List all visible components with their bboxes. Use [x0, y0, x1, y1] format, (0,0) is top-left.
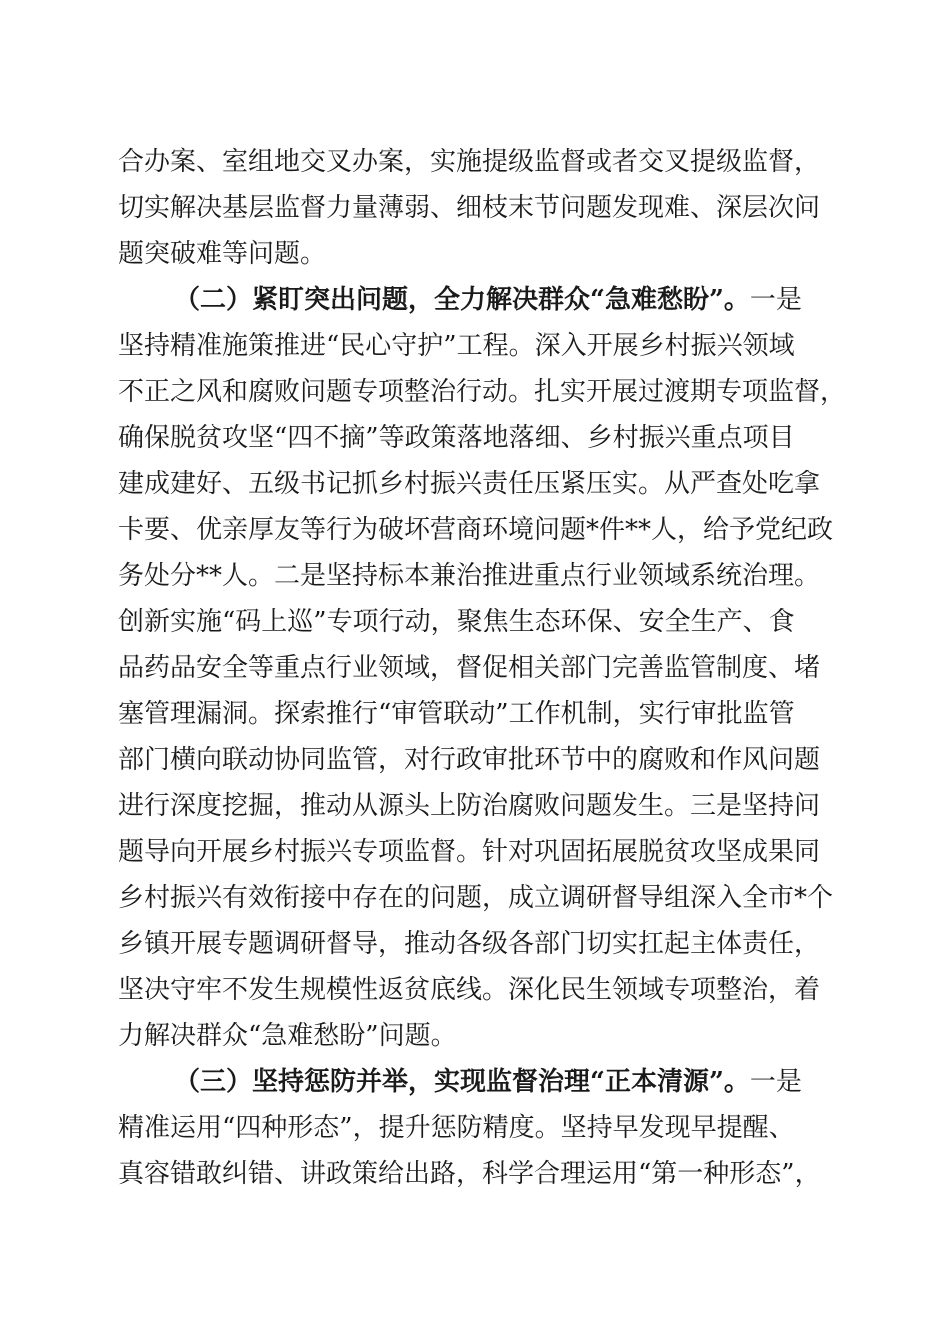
paragraph3-line: 真容错敢纠错、讲政策给出路，科学合理运用“第一种形态”，: [118, 1159, 821, 1189]
paragraph3-line: 精准运用“四种形态”，提升惩防精度。坚持早发现早提醒、: [118, 1113, 795, 1143]
paragraph2-line: 力解决群众“急难愁盼”问题。: [118, 1021, 457, 1051]
paragraph3-first-line: [174, 1069, 802, 1095]
paragraph2-first-line-rest: 一是: [749, 285, 802, 315]
paragraph2-line: 进行深度挖掘，推动从源头上防治腐败问题发生。三是坚持问: [118, 791, 821, 821]
paragraph2-line: 品药品安全等重点行业领域，督促相关部门完善监管制度、堵: [118, 653, 821, 683]
paragraph3-heading: （三）坚持惩防并举，实现监督治理“正本清源”。: [174, 1067, 750, 1097]
paragraph1-line-3: 题突破难等问题。: [118, 239, 327, 269]
paragraph2-line: 乡镇开展专题调研督导，推动各级各部门切实扛起主体责任，: [118, 929, 821, 959]
paragraph2-line: 创新实施“码上巡”专项行动，聚焦生态环保、安全生产、食: [118, 607, 795, 637]
paragraph2-line: 题导向开展乡村振兴专项监督。针对巩固拓展脱贫攻坚成果同: [118, 837, 821, 867]
paragraph2-line: 不正之风和腐败问题专项整治行动。扎实开展过渡期专项监督，: [118, 377, 847, 407]
paragraph2-line: 坚持精准施策推进“民心守护”工程。深入开展乡村振兴领域: [118, 331, 795, 361]
paragraph1-line-2: 切实解决基层监督力量薄弱、细枝末节问题发现难、深层次问: [118, 193, 821, 223]
paragraph2-line: 卡要、优亲厚友等行为破坏营商环境问题*件**人，给予党纪政: [118, 515, 834, 545]
paragraph1-line-1: 合办案、室组地交叉办案，实施提级监督或者交叉提级监督，: [118, 147, 821, 177]
paragraph2-heading: （二）紧盯突出问题，全力解决群众“急难愁盼”。: [174, 285, 750, 315]
paragraph2-line: 塞管理漏洞。探索推行“审管联动”工作机制，实行审批监管: [118, 699, 795, 729]
paragraph2-first-line: [174, 287, 802, 313]
paragraph2-line: 部门横向联动协同监管，对行政审批环节中的腐败和作风问题: [118, 745, 821, 775]
paragraph2-line: 坚决守牢不发生规模性返贫底线。深化民生领域专项整治，着: [118, 975, 821, 1005]
paragraph3-first-line-rest: 一是: [749, 1067, 802, 1097]
paragraph2-line: 建成建好、五级书记抓乡村振兴责任压紧压实。从严查处吃拿: [118, 469, 821, 499]
paragraph2-line: 务处分**人。二是坚持标本兼治推进重点行业领域系统治理。: [118, 561, 821, 591]
paragraph2-line: 确保脱贫攻坚“四不摘”等政策落地落细、乡村振兴重点项目: [118, 423, 795, 453]
paragraph2-line: 乡村振兴有效衔接中存在的问题，成立调研督导组深入全市*个: [118, 883, 834, 913]
